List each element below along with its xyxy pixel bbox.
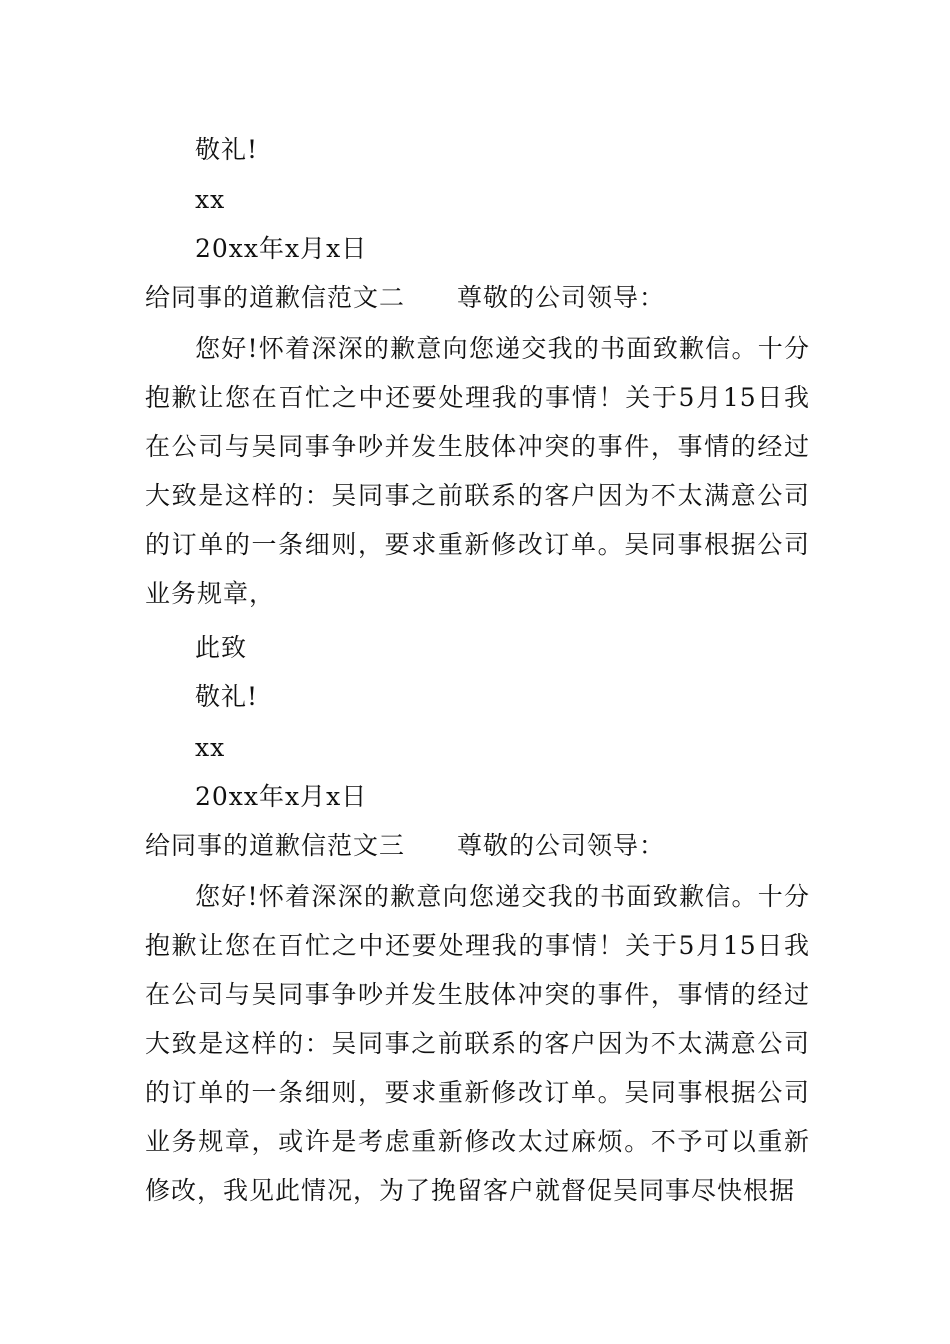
greeting-text: 尊敬的公司领导： [457,831,666,860]
signer-text: xx [195,185,226,214]
section-heading [145,829,810,863]
salute-text: 敬礼! [195,135,259,164]
salute-text: 敬礼! [195,682,259,711]
section-title: 给同事的道歉信范文三 [145,831,406,860]
closing-text: 此致 [195,633,248,662]
date-text: 20xx年x月x日 [195,234,368,263]
section-title: 给同事的道歉信范文二 [145,283,406,312]
section-heading [145,281,810,315]
signer-text: xx [195,733,226,762]
date-text: 20xx年x月x日 [195,782,368,811]
letter-body: 您好!怀着深深的歉意向您递交我的书面致歉信。十分抱歉让您在百忙之中还要处理我的事情！关于5月15日我在公司与吴同事争吵并发生肢体冲突的事件，事情的经过大致是这样的：吴同事之前联系的客户因为不太满意公司的订单的一条细则，要求重新修改订单。吴同事根据公司业务规章，或许是考虑重新修改太过麻烦。不予可以重新修改，我见此情况，为了挽留客户就督促吴同事尽快根据 [145,882,810,1205]
letter-body: 您好!怀着深深的歉意向您递交我的书面致歉信。十分抱歉让您在百忙之中还要处理我的事情！关于5月15日我在公司与吴同事争吵并发生肢体冲突的事件，事情的经过大致是这样的：吴同事之前联系的客户因为不太满意公司的订单的一条细则，要求重新修改订单。吴同事根据公司业务规章， [145,334,810,608]
greeting-text: 尊敬的公司领导： [457,283,666,312]
